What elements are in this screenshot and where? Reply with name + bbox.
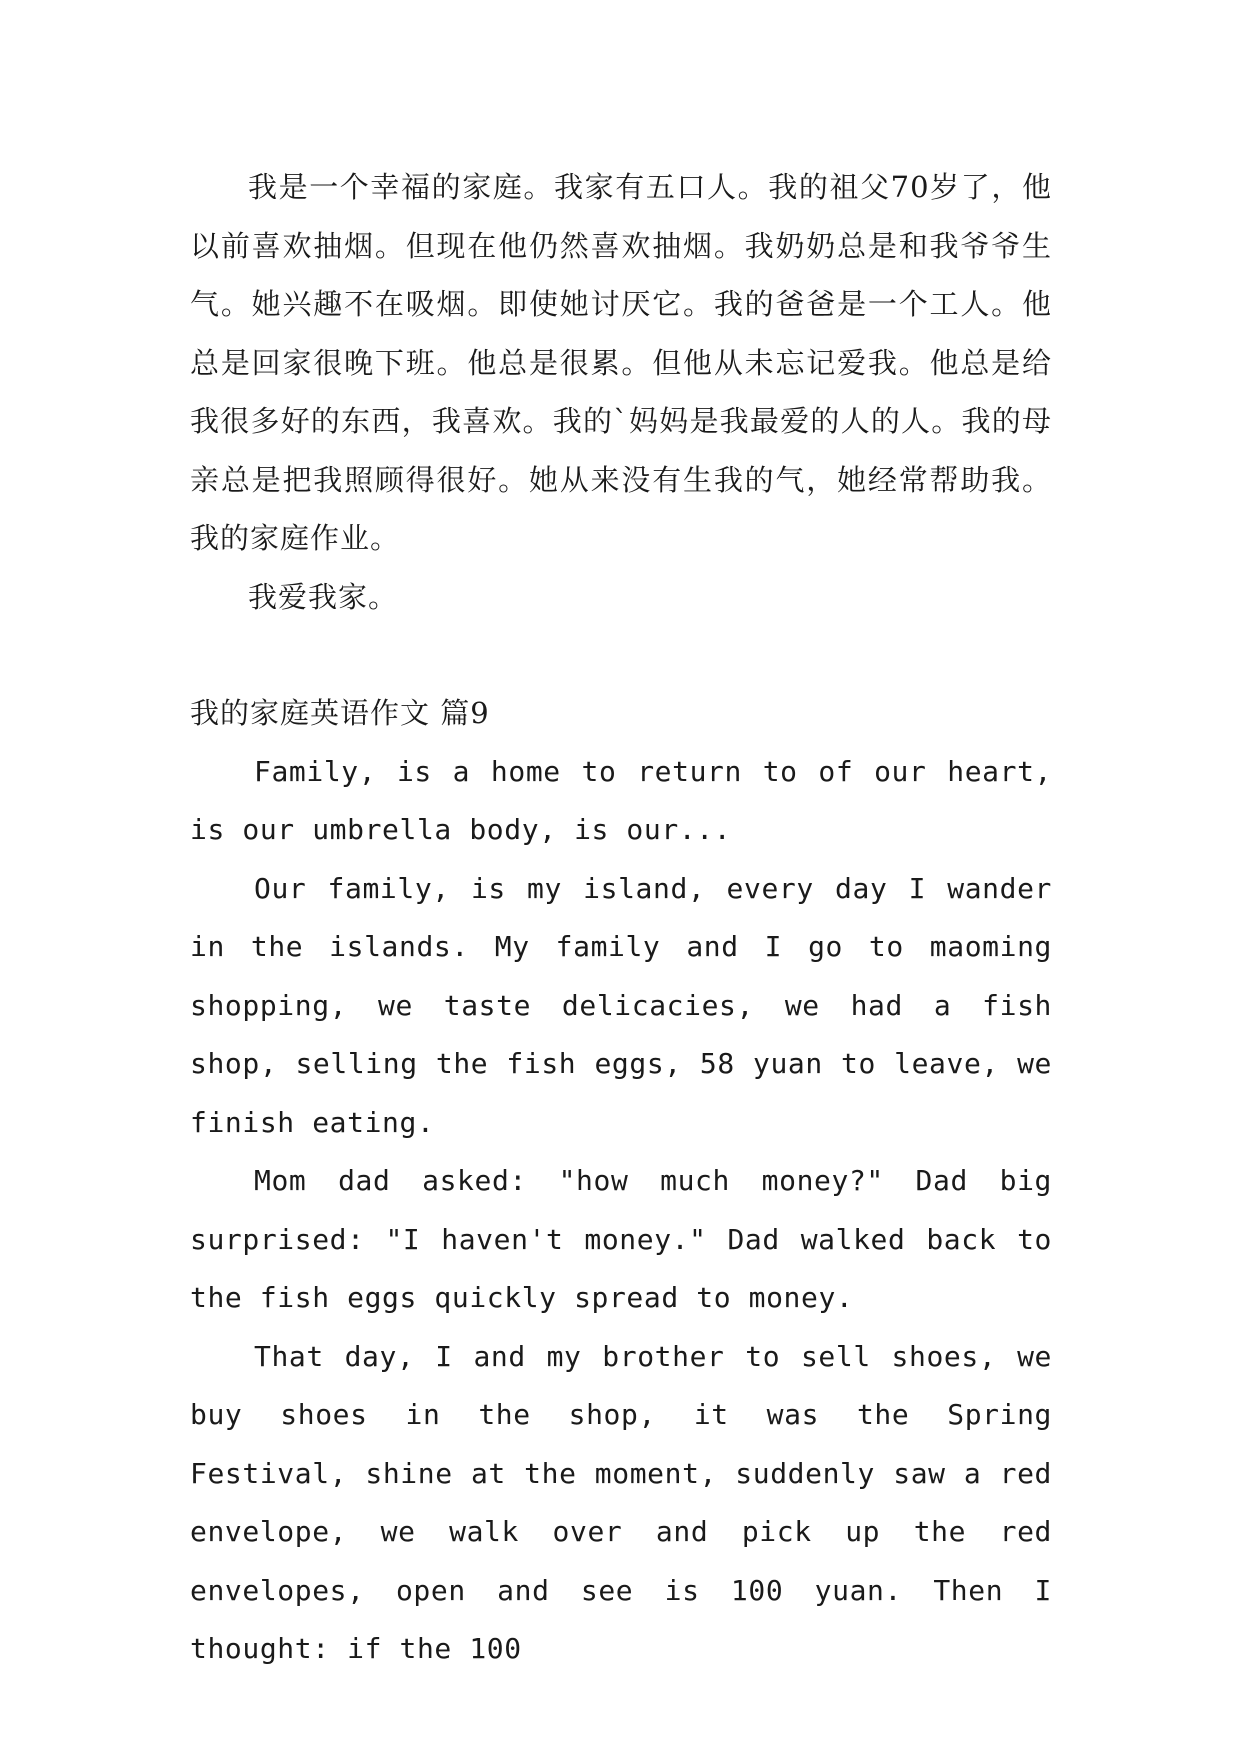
paragraph-en-1: Family, is a home to return to of our heart, is our umbrella body, is our... xyxy=(190,754,1052,846)
document-body xyxy=(190,158,1052,1679)
section-spacer xyxy=(190,626,1052,684)
paragraph-en-3: Mom dad asked: "how much money?" Dad big surprised: "I haven't money." Dad walked back to the fish eggs quickly spread to money. xyxy=(190,1164,1052,1314)
paragraph-en-4: That day, I and my brother to sell shoes, we buy shoes in the shop, it was the Spring Festival, shine at the moment, suddenly saw a red envelope, we walk over and pick up the red envelopes, open and see is 100 yuan. Then I thought: if the 100 xyxy=(190,1339,1052,1665)
paragraph-en-2: Our family, is my island, every day I wander in the islands. My family and I go to maoming shopping, we taste delicacies, we had a fish shop, selling the fish eggs, 58 yuan to leave, we finish eating. xyxy=(190,871,1052,1139)
section-heading: 我的家庭英语作文 篇9 xyxy=(190,696,490,730)
paragraph-love-family: 我爱我家。 xyxy=(248,579,399,614)
paragraph-family-intro: 我是一个幸福的家庭。我家有五口人。我的祖父70岁了，他以前喜欢抽烟。但现在他仍然喜欢抽烟。我奶奶总是和我爷爷生气。她兴趣不在吸烟。即使她讨厌它。我的爸爸是一个工人。他总是回家很晚下班。他总是很累。但他从未忘记爱我。他总是给我很多好的东西，我喜欢。我的`妈妈是我最爱的人的人。我的母亲总是把我照顾得很好。她从来没有生我的气，她经常帮助我。我的家庭作业。 xyxy=(190,170,1052,555)
